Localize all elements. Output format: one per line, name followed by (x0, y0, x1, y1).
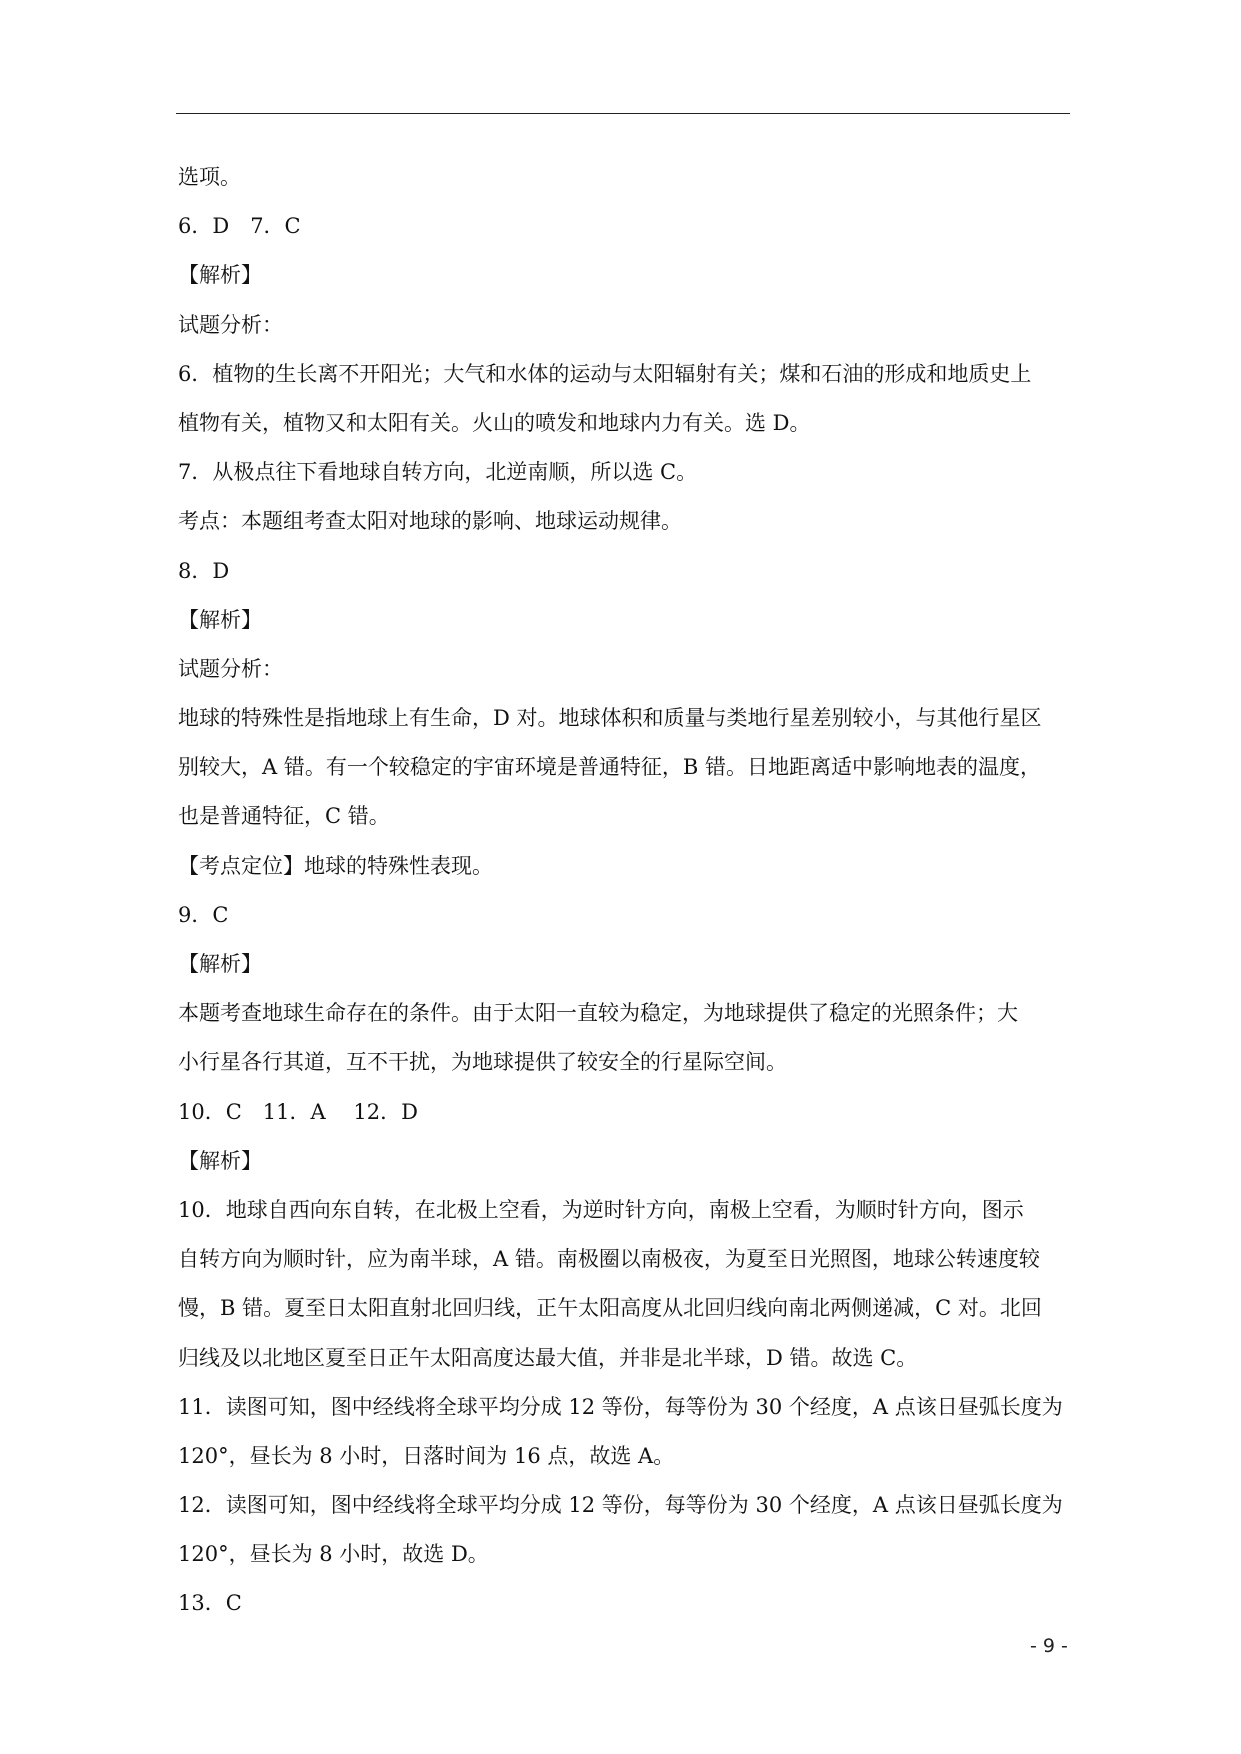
section-heading: 【解析】 (178, 1148, 262, 1173)
text-line: 别较大，A 错。有一个较稳定的宇宙环境是普通特征，B 错。日地距离适中影响地表的温度， (178, 755, 1041, 780)
text-line: 自转方向为顺时针，应为南半球，A 错。南极圈以南极夜，为夏至日光照图，地球公转速度较 (178, 1247, 1040, 1272)
text-line: 植物有关，植物又和太阳有关。火山的喷发和地球内力有关。选 D。 (178, 410, 811, 435)
text-line: 试题分析： (178, 312, 283, 337)
text-line: 也是普通特征，C 错。 (178, 804, 390, 829)
text-line: 归线及以北地区夏至日正午太阳高度达最大值，并非是北半球，D 错。故选 C。 (178, 1345, 918, 1370)
header-rule (176, 113, 1070, 114)
text-line: 慢，B 错。夏至日太阳直射北回归线，正午太阳高度从北回归线向南北两侧递减，C 对。北回 (178, 1296, 1042, 1321)
page-number: - 9 - (1030, 1635, 1068, 1657)
text-line: 12．读图可知，图中经线将全球平均分成 12 等份，每等份为 30 个经度，A 点该日昼弧长度为 (178, 1493, 1063, 1518)
text-line: 选项。 (178, 165, 241, 189)
text-line: 本题考查地球生命存在的条件。由于太阳一直较为稳定，为地球提供了稳定的光照条件；大 (178, 1001, 1018, 1026)
text-line: 7．从极点往下看地球自转方向，北逆南顺，所以选 C。 (178, 460, 698, 485)
text-line: 120°，昼长为 8 小时，日落时间为 16 点，故选 A。 (178, 1443, 675, 1468)
text-line: 【考点定位】地球的特殊性表现。 (178, 853, 493, 878)
text-line: 地球的特殊性是指地球上有生命，D 对。地球体积和质量与类地行星差别较小，与其他行星区 (178, 706, 1042, 731)
text-line: 10．地球自西向东自转，在北极上空看，为逆时针方向，南极上空看，为顺时针方向，图示 (178, 1197, 1024, 1222)
document-body (178, 153, 1070, 1629)
answer-line: 6．D 7．C (178, 214, 301, 239)
text-line: 11．读图可知，图中经线将全球平均分成 12 等份，每等份为 30 个经度，A 点该日昼弧长度为 (178, 1394, 1063, 1419)
answer-line: 9．C (178, 902, 229, 927)
section-heading: 【解析】 (178, 952, 262, 976)
text-line: 120°，昼长为 8 小时，故选 D。 (178, 1542, 489, 1567)
answer-line: 10．C 11．A 12．D (178, 1099, 418, 1124)
answer-line: 13．C (178, 1591, 242, 1616)
answer-line: 8．D (178, 558, 230, 583)
text-line: 考点：本题组考查太阳对地球的影响、地球运动规律。 (178, 509, 682, 534)
section-heading: 【解析】 (178, 607, 262, 632)
text-line: 试题分析： (178, 656, 283, 681)
text-line: 6．植物的生长离不开阳光；大气和水体的运动与太阳辐射有关；煤和石油的形成和地质史上 (178, 361, 1032, 386)
section-heading: 【解析】 (178, 263, 262, 288)
text-line: 小行星各行其道，互不干扰，为地球提供了较安全的行星际空间。 (178, 1050, 787, 1075)
